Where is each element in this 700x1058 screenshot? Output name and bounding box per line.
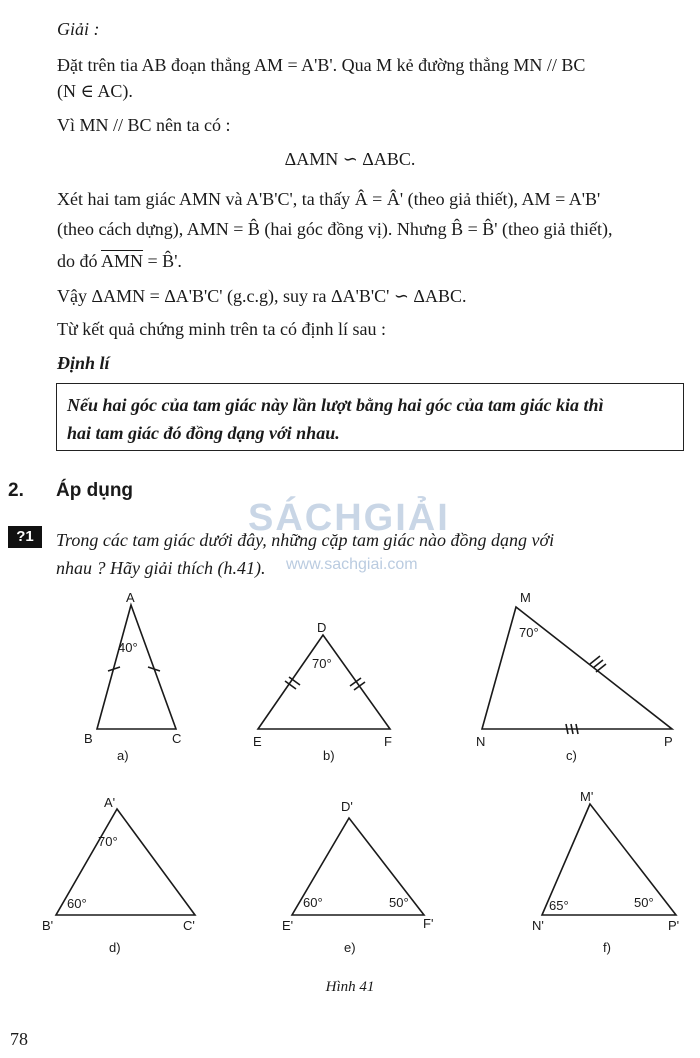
angle-label: 50°	[634, 895, 654, 910]
theorem-line-1: Nếu hai góc của tam giác này lần lượt bằng hai góc của tam giác kia thì	[67, 395, 604, 415]
figure-caption: Hình 41	[325, 979, 375, 995]
angle-label: 65°	[549, 898, 569, 913]
angle-label: 50°	[389, 895, 409, 910]
question-line-1: Trong các tam giác dưới đây, những cặp tam giác nào đồng dạng với	[56, 530, 555, 550]
section-title: Áp dụng	[56, 480, 134, 501]
subfigure-label: d)	[109, 940, 121, 955]
triangle-abc	[97, 605, 176, 729]
formula-similar: ΔAMN ∽ ΔABC.	[284, 149, 416, 169]
vertex-label: D	[317, 620, 327, 635]
section-number: 2.	[8, 480, 24, 501]
line5-text-a: (theo cách dựng),	[57, 219, 184, 239]
line5-text-b: (hai góc đồng vị). Nhưng	[264, 219, 447, 239]
line4-text-a: Xét hai tam giác AMN và A'B'C', ta thấy	[57, 189, 351, 209]
vertex-label: D'	[341, 799, 353, 814]
vertex-label: M'	[580, 789, 594, 804]
angle-label: 60°	[67, 896, 87, 911]
subfigure-label: b)	[323, 748, 335, 763]
line6-text: do đó	[57, 251, 98, 271]
page-number: 78	[10, 1029, 28, 1049]
vertex-label: B'	[42, 918, 54, 933]
angle-label: 70°	[519, 625, 539, 640]
tick-mark	[354, 682, 365, 690]
vertex-label: N	[476, 734, 486, 749]
vertex-label: B	[84, 731, 93, 746]
equation-angle-b: B̂ = B̂'	[451, 219, 498, 239]
equation-angle-amn: $\overline{AMN}$	[101, 251, 144, 271]
equation-angle-amn-b: AMN = B̂	[186, 219, 260, 239]
subfigure-label: e)	[344, 940, 356, 955]
vertex-label: M	[520, 590, 531, 605]
vertex-label: E'	[282, 918, 294, 933]
equation-angle-b-prime: = B̂'.	[147, 251, 182, 271]
vertex-label: F	[384, 734, 392, 749]
subfigure-label: c)	[566, 748, 577, 763]
theorem-title: Định lí	[57, 353, 110, 373]
triangle-mnp	[482, 607, 672, 729]
solution-line-8: Từ kết quả chứng minh trên ta có định lí sau :	[57, 319, 386, 339]
tick-mark	[571, 724, 573, 734]
solution-heading: Giải :	[57, 19, 100, 39]
subfigure-label: f)	[603, 940, 611, 955]
watermark-brand: SÁCHGIẢI	[248, 497, 450, 539]
solution-line-1: Đặt trên tia AB đoạn thẳng AM = A'B'. Qua M kẻ đường thẳng MN // BC	[57, 55, 586, 75]
subfigure-label: a)	[117, 748, 129, 763]
angle-label: 40°	[118, 640, 138, 655]
line4-text-b: (theo giả thiết), AM = A'B'	[407, 189, 601, 209]
solution-line-3: Vì MN // BC nên ta có :	[57, 115, 231, 135]
angle-label: 70°	[98, 834, 118, 849]
solution-line-2: (N ∈ AC).	[57, 81, 133, 101]
vertex-label: N'	[532, 918, 544, 933]
tick-mark	[566, 724, 568, 734]
vertex-label: P	[664, 734, 673, 749]
question-line-2: nhau ? Hãy giải thích (h.41).	[56, 558, 266, 578]
angle-label: 70°	[312, 656, 332, 671]
solution-line-7: Vậy ΔAMN = ΔA'B'C' (g.c.g), suy ra ΔA'B'C' ∽ ΔABC.	[57, 286, 467, 306]
question-badge: ?1	[8, 526, 42, 548]
equation-angle-a: Â = Â'	[354, 189, 404, 209]
tick-mark	[576, 724, 578, 734]
angle-label: 60°	[303, 895, 323, 910]
watermark-url: www.sachgiai.com	[286, 556, 418, 573]
vertex-label: C'	[183, 918, 195, 933]
vertex-label: F'	[423, 916, 434, 931]
vertex-label: C	[172, 731, 182, 746]
line5-text-c: (theo giả thiết),	[502, 219, 613, 239]
vertex-label: E	[253, 734, 262, 749]
vertex-label: A'	[104, 795, 116, 810]
vertex-label: A	[126, 590, 135, 605]
triangle-def	[258, 635, 390, 729]
theorem-line-2: hai tam giác đó đồng dạng với nhau.	[67, 423, 340, 443]
vertex-label: P'	[668, 918, 680, 933]
